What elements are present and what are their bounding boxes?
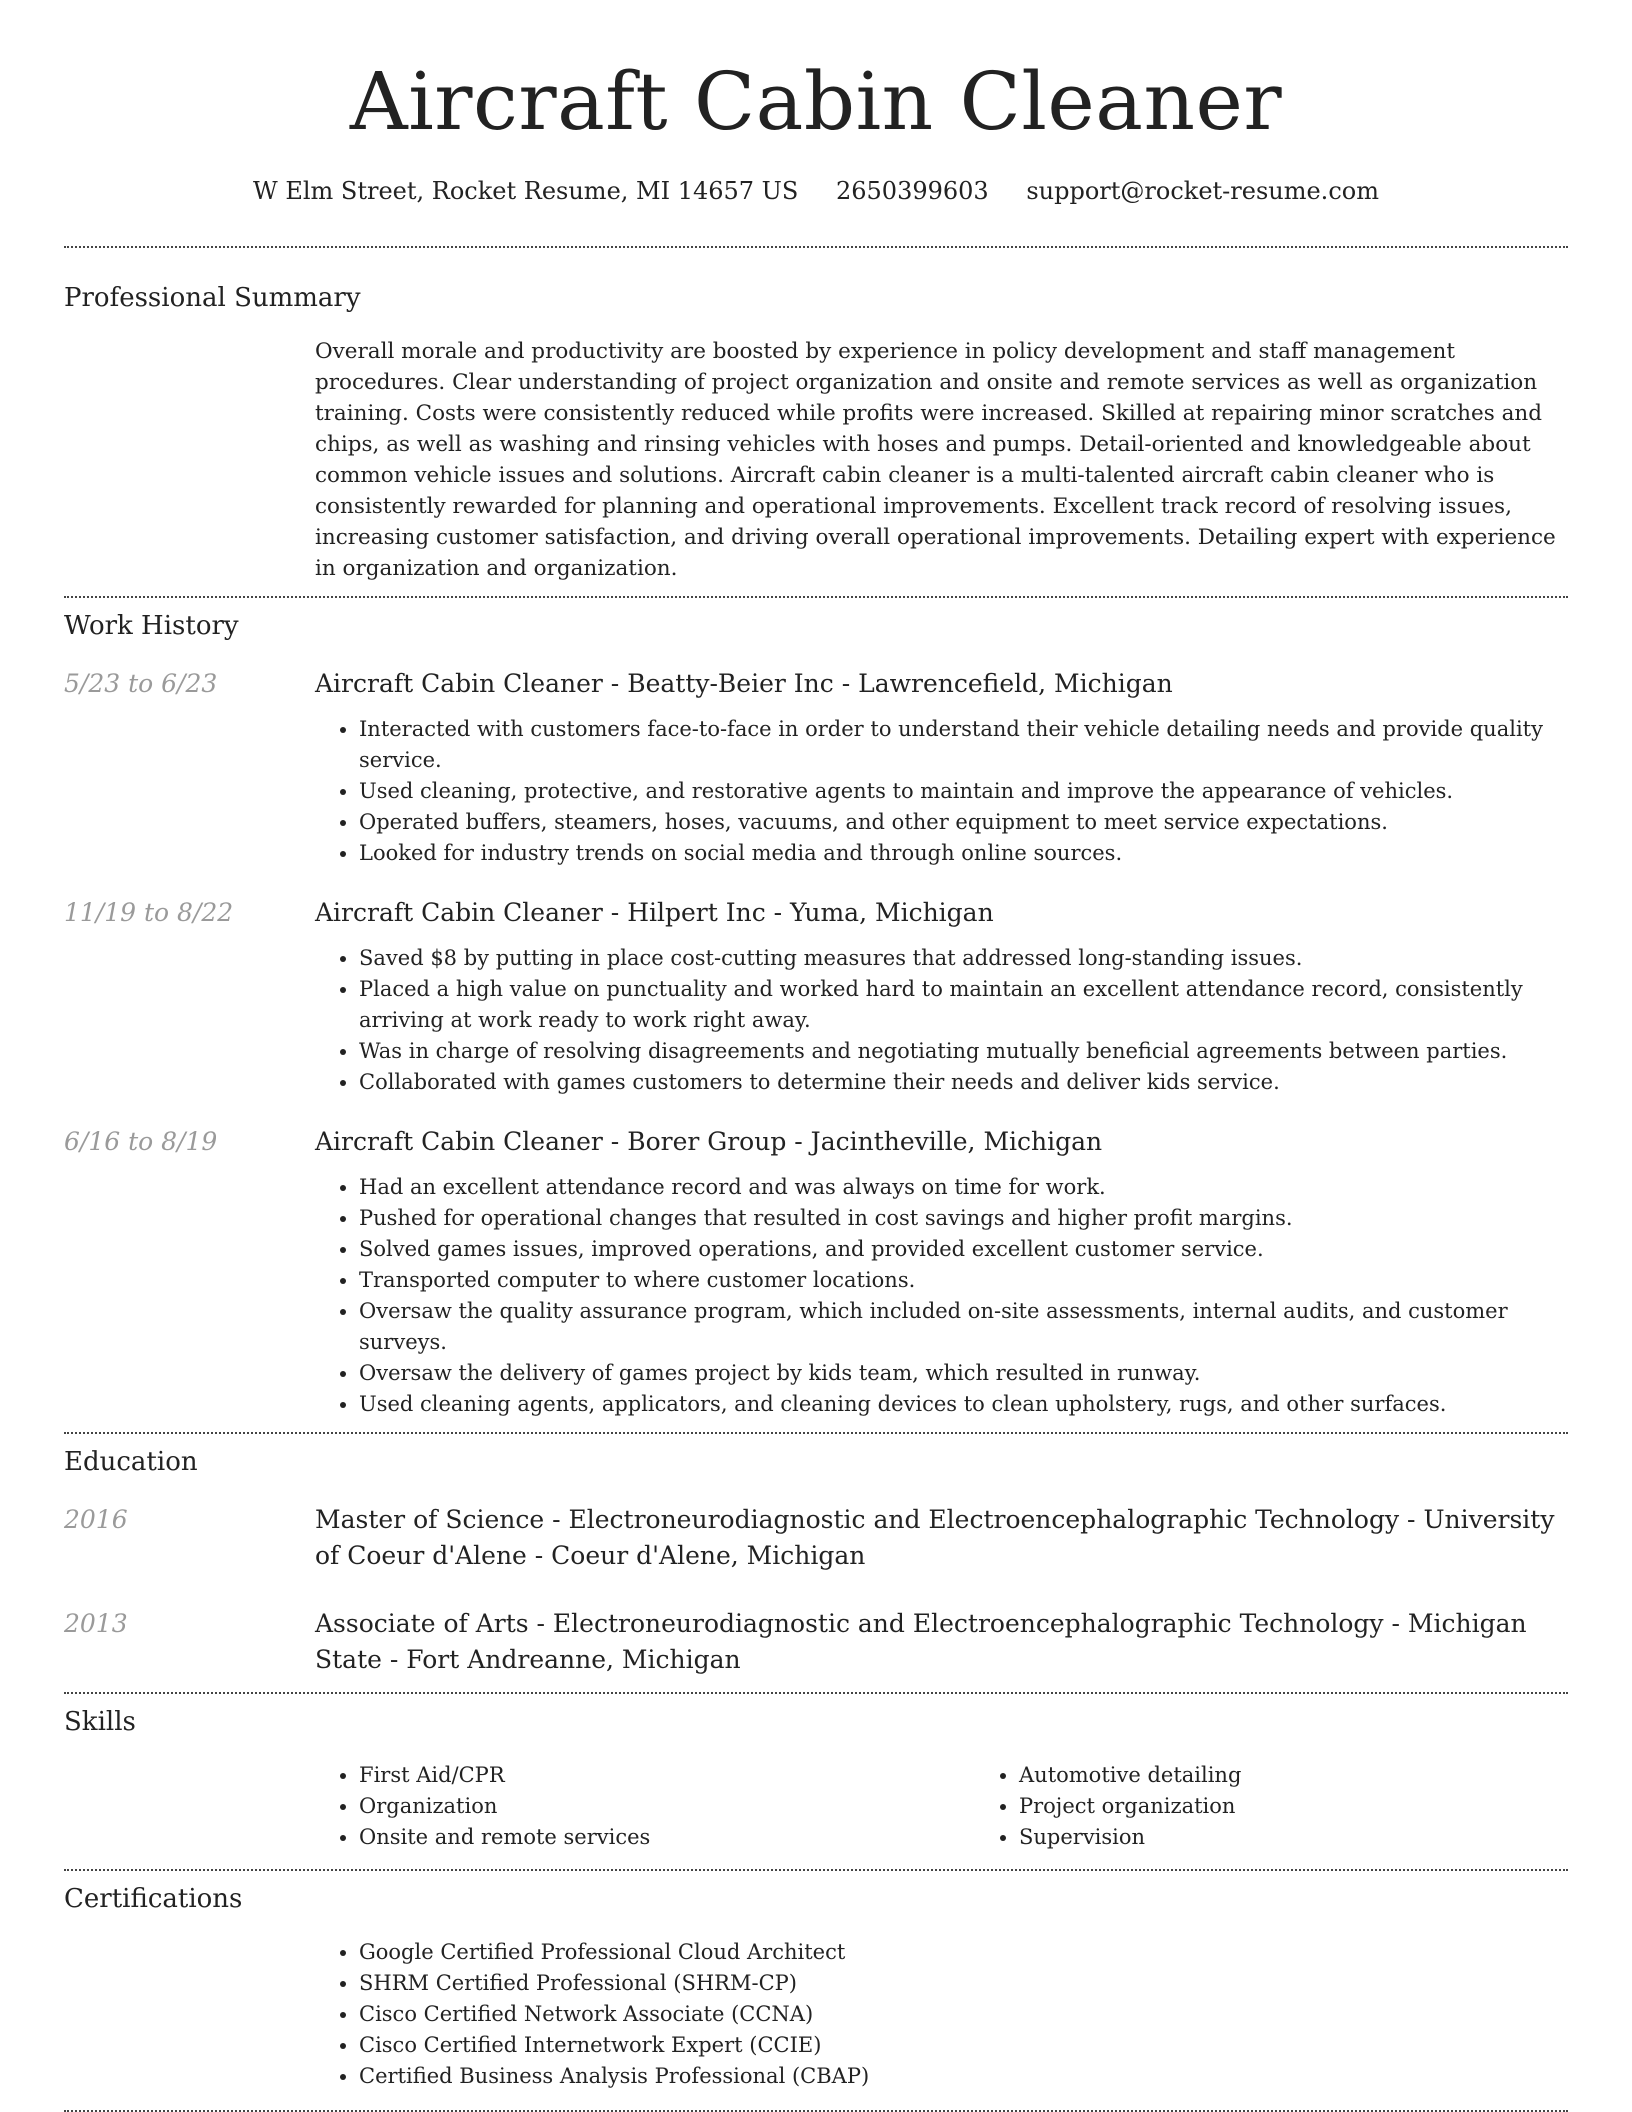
job-bullets	[315, 714, 1568, 869]
skills-column-1	[315, 1760, 975, 1853]
list-item: • Saved $8 by putting in place cost-cutting measures that addressed long-standing issues.	[359, 943, 1568, 974]
education-section	[64, 1434, 1568, 1678]
contact-line	[64, 174, 1568, 208]
education-heading: Associate of Arts - Electroneurodiagnostic and Electroencephalographic Technology - Michigan State - Fort Andreanne, Michigan	[315, 1609, 1527, 1674]
skills-grid	[315, 1760, 1568, 1853]
list-item: • Automotive detailing	[1019, 1760, 1241, 1791]
list-item: • First Aid/CPR	[359, 1760, 975, 1791]
list-item: • Had an excellent attendance record and was always on time for work.	[359, 1172, 1568, 1203]
list-item: • Looked for industry trends on social media and through online sources.	[359, 838, 1568, 869]
list-item: • Transported computer to where customer locations.	[359, 1265, 1568, 1296]
list-item: • Placed a high value on punctuality and worked hard to maintain an excellent attendance record, consistently arriving at work ready to work right away.	[359, 974, 1568, 1036]
education-year: 2016	[64, 1505, 128, 1534]
list-item: • Cisco Certified Network Associate (CCNA)	[359, 1999, 1568, 2030]
skills-column-2	[975, 1760, 1241, 1853]
job-heading: Aircraft Cabin Cleaner - Borer Group - Jacintheville, Michigan	[315, 1127, 1103, 1156]
summary-section	[64, 248, 1568, 584]
education-entry	[64, 1606, 1568, 1678]
section-title-summary: Professional Summary	[64, 283, 361, 313]
education-year: 2013	[64, 1609, 128, 1638]
job-dates: 6/16 to 8/19	[64, 1127, 218, 1156]
job-entry	[64, 895, 1568, 1098]
section-title-work-history: Work History	[64, 611, 239, 641]
resume-header	[64, 0, 1568, 208]
section-title-education: Education	[64, 1447, 198, 1477]
list-item: • Used cleaning, protective, and restorative agents to maintain and improve the appearance of vehicles.	[359, 776, 1568, 807]
list-item: • Google Certified Professional Cloud Architect	[359, 1937, 1568, 1968]
list-item: • SHRM Certified Professional (SHRM-CP)	[359, 1968, 1568, 1999]
job-heading: Aircraft Cabin Cleaner - Beatty-Beier Inc - Lawrencefield, Michigan	[315, 669, 1173, 698]
list-item: • Certified Business Analysis Professional (CBAP)	[359, 2061, 1568, 2092]
certifications-list	[315, 1937, 1568, 2092]
contact-address: W Elm Street, Rocket Resume, MI 14657 US	[253, 177, 799, 205]
job-entry	[64, 666, 1568, 869]
list-item: • Interacted with customers face-to-face in order to understand their vehicle detailing needs and provide quality service.	[359, 714, 1568, 776]
contact-email: support@rocket-resume.com	[1026, 177, 1379, 205]
section-title-skills: Skills	[64, 1707, 136, 1737]
list-item: • Onsite and remote services	[359, 1822, 975, 1853]
list-item: • Operated buffers, steamers, hoses, vacuums, and other equipment to meet service expectations.	[359, 807, 1568, 838]
job-bullets	[315, 943, 1568, 1098]
section-title-certifications: Certifications	[64, 1884, 243, 1914]
list-item: • Supervision	[1019, 1822, 1241, 1853]
skills-section	[64, 1694, 1568, 1853]
job-entry	[64, 1124, 1568, 1420]
job-bullets	[315, 1172, 1568, 1420]
list-item: • Cisco Certified Internetwork Expert (CCIE)	[359, 2030, 1568, 2061]
education-heading: Master of Science - Electroneurodiagnostic and Electroencephalographic Technology - University of Coeur d'Alene - Coeur d'Alene, Michigan	[315, 1505, 1555, 1570]
job-dates: 11/19 to 8/22	[64, 898, 234, 927]
job-heading: Aircraft Cabin Cleaner - Hilpert Inc - Yuma, Michigan	[315, 898, 994, 927]
work-history-section	[64, 598, 1568, 1420]
list-item: • Pushed for operational changes that resulted in cost savings and higher profit margins.	[359, 1203, 1568, 1234]
summary-text: Overall morale and productivity are boosted by experience in policy development and staff management procedures. Clear understanding of project organization and onsite and remote services as well as organization training. Costs were consistently reduced while profits were increased. Skilled at repairing minor scratches and chips, as well as washing and rinsing vehicles with hoses and pumps. Detail-oriented and knowledgeable about common vehicle issues and solutions. Aircraft cabin cleaner is a multi-talented aircraft cabin cleaner who is consistently rewarded for planning and operational improvements. Excellent track record of resolving issues, increasing customer satisfaction, and driving overall operational improvements. Detailing expert with experience in organization and organization.	[315, 339, 1556, 581]
education-entry	[64, 1502, 1568, 1574]
contact-phone: 2650399603	[836, 177, 989, 205]
list-item: • Organization	[359, 1791, 975, 1822]
list-item: • Project organization	[1019, 1791, 1241, 1822]
list-item: • Oversaw the delivery of games project by kids team, which resulted in runway.	[359, 1358, 1568, 1389]
list-item: • Solved games issues, improved operations, and provided excellent customer service.	[359, 1234, 1568, 1265]
list-item: • Collaborated with games customers to determine their needs and deliver kids service.	[359, 1067, 1568, 1098]
list-item: • Oversaw the quality assurance program, which included on-site assessments, internal audits, and customer surveys.	[359, 1296, 1568, 1358]
certifications-section	[64, 1871, 1568, 2092]
list-item: • Was in charge of resolving disagreements and negotiating mutually beneficial agreements between parties.	[359, 1036, 1568, 1067]
list-item: • Used cleaning agents, applicators, and cleaning devices to clean upholstery, rugs, and other surfaces.	[359, 1389, 1568, 1420]
candidate-name: Aircraft Cabin Cleaner	[349, 55, 1283, 148]
job-dates: 5/23 to 6/23	[64, 669, 218, 698]
